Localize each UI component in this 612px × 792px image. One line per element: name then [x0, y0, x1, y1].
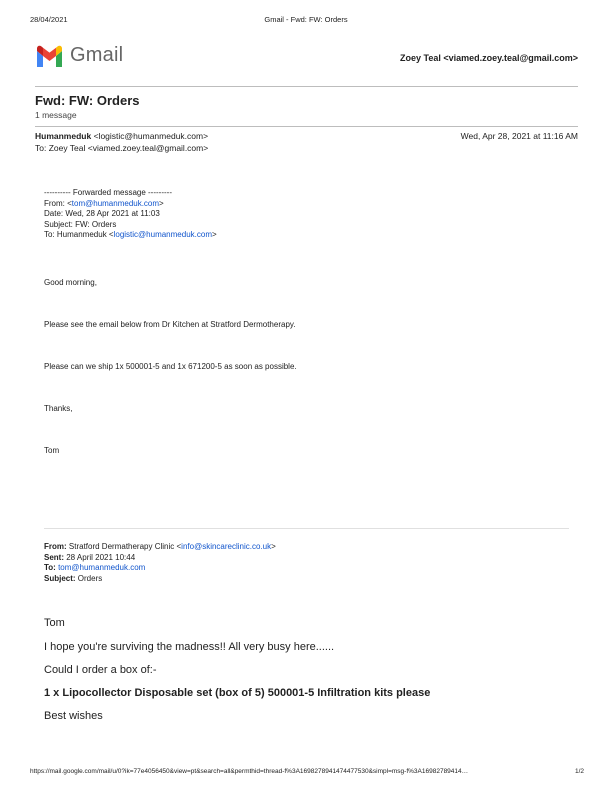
body-greeting: Good morning, — [44, 278, 97, 287]
quoted-line-1: Tom — [44, 617, 65, 629]
forward-from-link[interactable]: tom@humanmeduk.com — [71, 198, 160, 208]
forward-separator: ---------- Forwarded message --------- — [44, 188, 172, 197]
footer-page-number: 1/2 — [574, 768, 584, 775]
quoted-line-2: I hope you're surviving the madness!! All very busy here...... — [44, 641, 335, 653]
quoted-subject — [44, 574, 276, 585]
quoted-to-link[interactable]: tom@humanmeduk.com — [58, 563, 146, 572]
forward-from-label: From: < — [44, 198, 72, 208]
quoted-header — [44, 542, 276, 584]
quoted-sent — [44, 553, 276, 564]
quoted-line-4: 1 x Lipocollector Disposable set (box of 5) 500001-5 Infiltration kits please — [44, 687, 431, 699]
forward-to-link[interactable]: logistic@humanmeduk.com — [113, 230, 212, 239]
quoted-subject-label: Subject: — [44, 573, 76, 583]
body-paragraph-1: Please see the email below from Dr Kitchen at Stratford Dermotherapy. — [44, 320, 296, 329]
sender-email: <logistic@humanmeduk.com> — [93, 131, 209, 141]
quoted-from-value: Stratford Dermatherapy Clinic < — [68, 542, 182, 551]
quoted-line-3: Could I order a box of:- — [44, 664, 157, 676]
forward-subject: Subject: FW: Orders — [44, 219, 117, 229]
quoted-sent-label: Sent: — [44, 552, 64, 562]
sender-name: Humanmeduk — [35, 131, 92, 141]
quote-divider — [44, 528, 569, 529]
header-divider — [35, 86, 578, 87]
quoted-from-link[interactable]: info@skincareclinic.co.uk — [181, 542, 272, 551]
account-email: Zoey Teal <viamed.zoey.teal@gmail.com> — [399, 53, 578, 63]
quoted-to — [44, 563, 276, 574]
quoted-from-label: From: — [44, 542, 67, 551]
gmail-logo[interactable] — [35, 44, 123, 67]
footer-url: https://mail.google.com/mail/u/0?ik=77e4056450&view=pt&search=all&permthid=thread-f%3A1698278941474477530&simpl=msg-f%3A16982789414… — [30, 768, 469, 775]
body-thanks: Thanks, — [44, 404, 73, 413]
forward-to-close: > — [211, 230, 217, 239]
thread-subject: Fwd: FW: Orders — [35, 93, 140, 108]
quoted-to-label: To: — [44, 563, 56, 572]
print-date: 28/04/2021 — [30, 15, 68, 24]
forward-to — [44, 230, 217, 241]
subject-divider — [35, 126, 578, 127]
forward-to-label: To: Humanmeduk < — [44, 230, 114, 239]
quoted-from — [44, 542, 276, 553]
forwarded-header — [44, 188, 217, 241]
gmail-envelope-icon — [35, 45, 64, 67]
body-signoff: Tom — [44, 446, 60, 455]
forward-date: Date: Wed, 28 Apr 2021 at 11:03 — [44, 209, 160, 218]
quoted-line-5: Best wishes — [44, 710, 103, 722]
quoted-from-close: > — [271, 542, 276, 551]
quoted-sent-value: 28 April 2021 10:44 — [66, 552, 136, 562]
quoted-subject-value: Orders — [77, 573, 103, 583]
message-sender — [35, 131, 208, 141]
message-date: Wed, Apr 28, 2021 at 11:16 AM — [460, 131, 578, 141]
message-recipient: To: Zoey Teal <viamed.zoey.teal@gmail.com> — [35, 143, 209, 153]
gmail-logo-text: Gmail — [70, 44, 124, 66]
message-count: 1 message — [35, 110, 77, 120]
forward-from-close: > — [159, 198, 164, 208]
body-paragraph-2: Please can we ship 1x 500001-5 and 1x 671200-5 as soon as possible. — [44, 362, 297, 371]
forward-from — [44, 199, 217, 210]
print-title: Gmail - Fwd: FW: Orders — [264, 15, 348, 24]
